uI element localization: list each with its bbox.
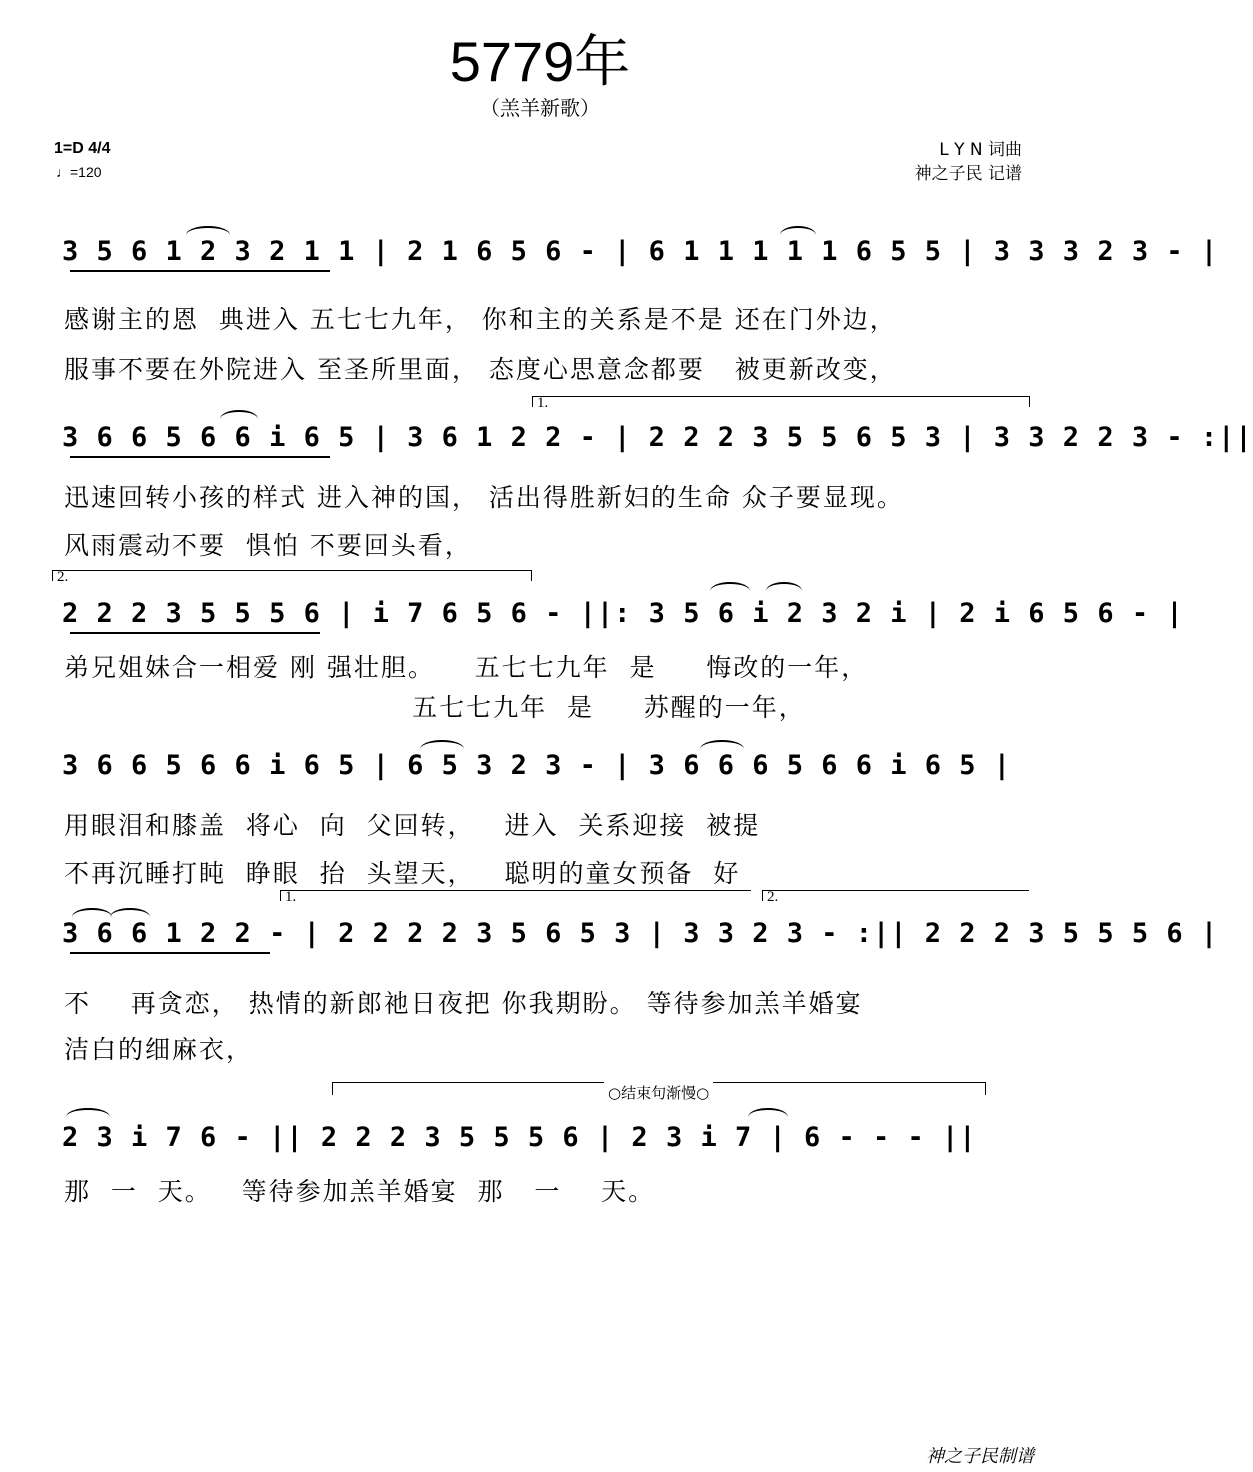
slur xyxy=(186,226,230,244)
slur xyxy=(766,582,802,600)
lyric-line-6a: 那 一 天。 等待参加羔羊婚宴 那 一 天。 xyxy=(64,1177,656,1206)
notation-line-6: 2 3 i 7 6 - || 2 2 2 3 5 5 5 6 | 2 3 i 7 | 6 - - - || xyxy=(62,1122,977,1153)
beam-underline xyxy=(70,632,320,634)
tempo-marking: ♩=120 xyxy=(56,164,102,180)
credit-notation: 神之子民 记谱 xyxy=(914,164,1022,184)
song-title: 5779年 xyxy=(449,30,631,93)
credits xyxy=(915,138,1022,186)
song-subtitle: （羔羊新歌） xyxy=(480,96,600,120)
notation-line-3: 2 2 2 3 5 5 5 6 | i 7 6 5 6 - ||: 3 5 6 i 2 3 2 i | 2 i 6 5 6 - | xyxy=(62,598,1184,629)
volta-bracket-1: 1. xyxy=(532,396,1030,407)
lyric-line-4a: 用眼泪和膝盖 将心 向 父回转， 进入 关系迎接 被提 xyxy=(64,811,761,840)
lyric-line-2a: 迅速回转小孩的样式 进入神的国， 活出得胜新妇的生命 众子要显现。 xyxy=(64,483,904,512)
lyric-line-3a: 弟兄姐妹合一相爱 刚 强壮胆。 五七七九年 是 悔改的一年， xyxy=(64,653,869,682)
lyric-line-4b: 不再沉睡打盹 睁眼 抬 头望天， 聪明的童女预备 好 xyxy=(64,859,741,888)
slur xyxy=(66,1108,110,1126)
footer-watermark: 神之子民制谱 xyxy=(926,1446,1034,1467)
volta-bracket-2: 2. xyxy=(52,570,532,581)
notation-line-5: 3 6 6 1 2 2 - | 2 2 2 2 3 5 6 5 3 | 3 3 2 3 - :|| 2 2 2 3 5 5 5 6 | xyxy=(62,918,1219,949)
beam-underline xyxy=(70,952,270,954)
slur xyxy=(220,410,258,428)
slur xyxy=(710,582,750,600)
beam-underline xyxy=(70,456,330,458)
slur xyxy=(72,908,112,926)
slur xyxy=(110,908,150,926)
credit-lyrics: L Y N 词曲 xyxy=(939,140,1022,160)
notation-line-2: 3 6 6 5 6 6 i 6 5 | 3 6 1 2 2 - | 2 2 2 3 5 5 6 5 3 | 3 3 2 2 3 - :|| xyxy=(62,422,1253,453)
beam-underline xyxy=(70,270,330,272)
volta-bracket-2b: 2. xyxy=(762,890,1029,901)
volta-bracket-1b: 1. xyxy=(280,890,751,901)
lyric-line-5b: 洁白的细麻衣， xyxy=(64,1035,254,1064)
slur xyxy=(780,226,816,244)
lyric-line-2b: 风雨震动不要 惧怕 不要回头看， xyxy=(64,531,472,560)
lyric-line-5a: 不 再贪恋， 热情的新郎祂日夜把 你我期盼。 等待参加羔羊婚宴 xyxy=(64,989,863,1018)
ritardando-label: ○结束句渐慢○ xyxy=(604,1082,713,1103)
slur xyxy=(420,740,464,758)
lyric-line-1a: 感谢主的恩 典进入 五七七九年， 你和主的关系是不是 还在门外边， xyxy=(64,305,897,334)
key-signature: 1=D 4/4 xyxy=(54,140,111,157)
slur xyxy=(748,1108,788,1126)
notation-line-4: 3 6 6 5 6 6 i 6 5 | 6 5 3 2 3 - | 3 6 6 6 5 6 6 i 6 5 | xyxy=(62,750,1012,781)
slur xyxy=(700,740,744,758)
lyric-line-1b: 服事不要在外院进入 至圣所里面， 态度心思意念都要 被更新改变， xyxy=(64,355,897,384)
lyric-line-3b: 五七七九年 是 苏醒的一年， xyxy=(64,693,806,722)
notation-line-1: 3 5 6 1 2 3 2 1 1 | 2 1 6 5 6 - | 6 1 1 1 1 1 6 5 5 | 3 3 3 2 3 - | xyxy=(62,236,1219,267)
